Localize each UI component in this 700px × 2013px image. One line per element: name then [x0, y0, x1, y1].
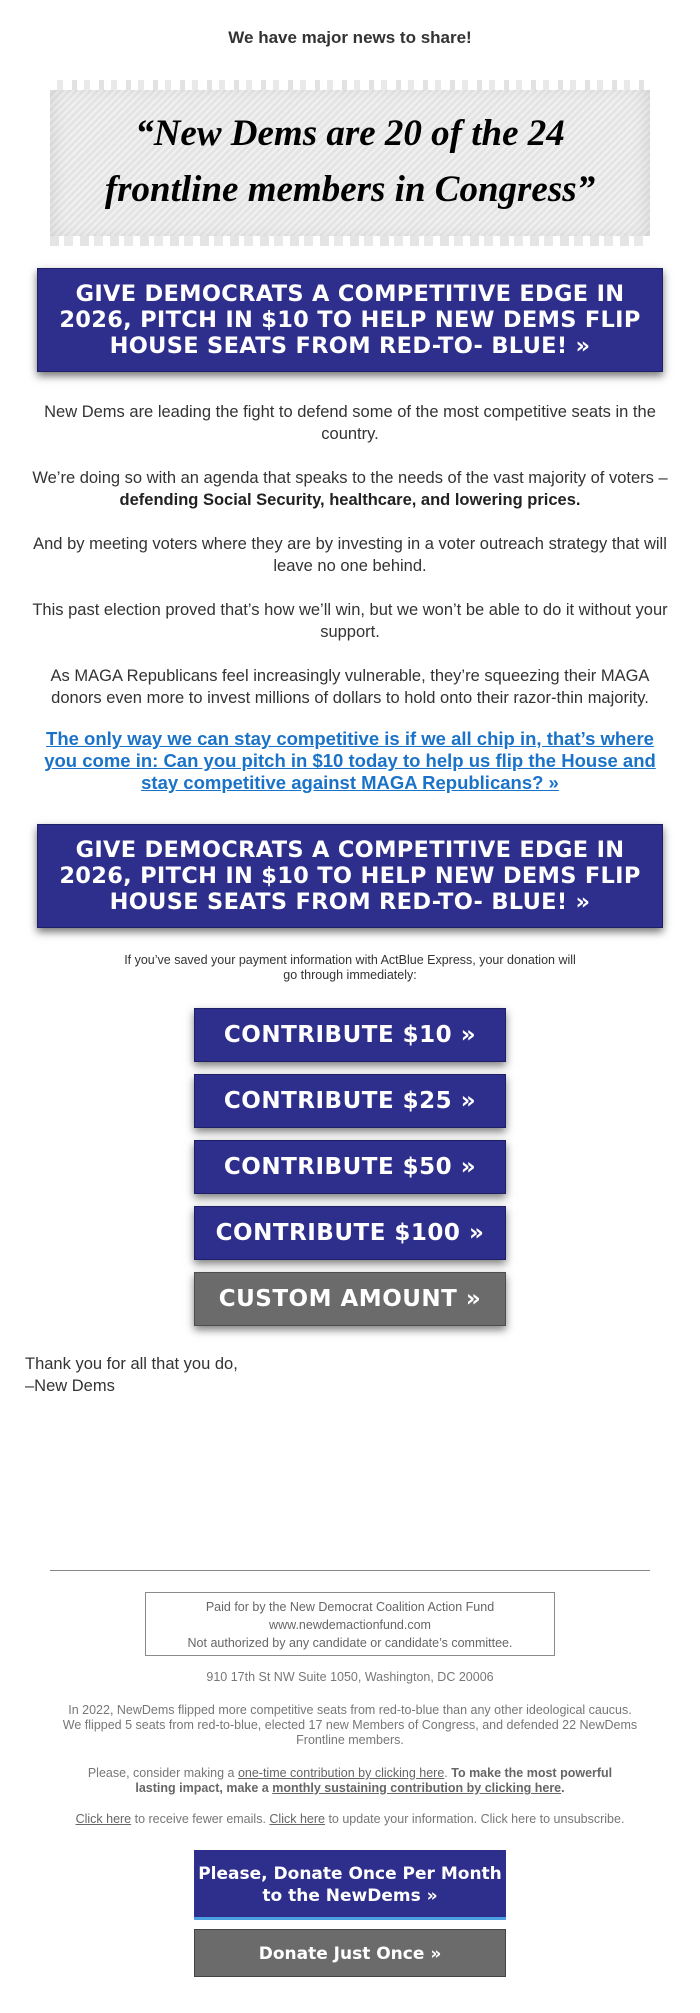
- sustain-text: To make the most powerful lasting impact, make a: [135, 1766, 613, 1795]
- body-paragraph-2-text: We’re doing so with an agenda that speaks to the needs of the vast majority of voters –: [32, 469, 668, 487]
- custom-amount-button[interactable]: CUSTOM AMOUNT »: [194, 1272, 506, 1326]
- paid-for-disclaimer: [145, 1592, 555, 1656]
- contribute-100-button[interactable]: CONTRIBUTE $100 »: [194, 1206, 506, 1260]
- donate-once-button[interactable]: Donate Just Once »: [194, 1929, 506, 1977]
- body-paragraph-5: As MAGA Republicans feel increasingly vulnerable, they’re squeezing their MAGA donors even more to invest millions of dollars to hold onto their razor-thin majority.: [50, 667, 650, 707]
- consider-mid: .: [444, 1766, 452, 1780]
- one-time-contribution-link[interactable]: one-time contribution by clicking here: [237, 1766, 445, 1780]
- update-info-text: to update your information. Click here to unsubscribe.: [324, 1812, 625, 1826]
- signoff: [25, 1353, 238, 1397]
- body-paragraph-2-bold: defending Social Security, healthcare, and lowering prices.: [119, 491, 581, 509]
- signoff-line: Thank you for all that you do,: [25, 1355, 238, 1373]
- torn-edge-top: [50, 80, 650, 90]
- contribute-10-button[interactable]: CONTRIBUTE $10 »: [194, 1008, 506, 1062]
- signoff-signature: –New Dems: [25, 1377, 115, 1395]
- contribute-50-button[interactable]: CONTRIBUTE $50 »: [194, 1140, 506, 1194]
- quote-line-2: frontline members in Congress”: [104, 169, 596, 210]
- footer-divider: [50, 1570, 650, 1571]
- contribute-25-button[interactable]: CONTRIBUTE $25 »: [194, 1074, 506, 1128]
- fewer-emails-text: to receive fewer emails.: [131, 1812, 270, 1826]
- history-text: In 2022, NewDems flipped more competitive seats from red-to-blue than any other ideological caucus. We flipped 5 seats from red-to-blue, elected 17 new Members of Congress, and defended 22 NewDems Frontline members.: [62, 1703, 638, 1747]
- fewer-emails-link[interactable]: Click here: [75, 1812, 132, 1826]
- quote-line-1: “New Dems are 20 of the 24: [135, 113, 565, 154]
- quote-text: [50, 106, 650, 218]
- paid-by-text: Paid for by the New Democrat Coalition Action Fund: [205, 1600, 495, 1614]
- body-paragraph-1: New Dems are leading the fight to defend some of the most competitive seats in the country.: [44, 403, 656, 443]
- mailing-address: 910 17th St NW Suite 1050, Washington, DC 20006: [206, 1670, 494, 1684]
- primary-donate-button-top[interactable]: GIVE DEMOCRATS A COMPETITIVE EDGE IN 2026, PITCH IN $10 TO HELP NEW DEMS FLIP HOUSE SEATS FROM RED-TO- BLUE! »: [37, 268, 663, 372]
- consider-prefix: Please, consider making a: [87, 1766, 238, 1780]
- pitch-in-link[interactable]: The only way we can stay competitive is if we all chip in, that’s where you come in: Can you pitch in $10 today to help us flip the House and stay competitive against MAGA Republicans? »: [44, 728, 656, 793]
- body-paragraph-3: And by meeting voters where they are by investing in a voter outreach strategy that will leave no one behind.: [33, 535, 667, 575]
- actblue-express-note: If you’ve saved your payment information with ActBlue Express, your donation will go through immediately:: [124, 953, 576, 982]
- monthly-sustaining-link[interactable]: monthly sustaining contribution by clicking here: [272, 1781, 562, 1795]
- body-paragraph-4: This past election proved that’s how we’ll win, but we won’t be able to do it without your support.: [32, 601, 668, 641]
- update-info-link[interactable]: Click here: [269, 1812, 325, 1826]
- donate-monthly-button[interactable]: Please, Donate Once Per Month to the NewDems »: [194, 1850, 506, 1920]
- intro-heading: We have major news to share!: [228, 28, 472, 47]
- not-authorized-text: Not authorized by any candidate or candidate’s committee.: [187, 1636, 513, 1650]
- body-paragraph-2: [25, 467, 675, 511]
- sustain-period: .: [561, 1781, 565, 1795]
- torn-edge-bottom: [50, 236, 650, 246]
- website-text: www.newdemactionfund.com: [269, 1618, 431, 1632]
- email-preferences-text: [60, 1812, 640, 1827]
- quote-banner: [50, 84, 650, 242]
- primary-donate-button-bottom[interactable]: GIVE DEMOCRATS A COMPETITIVE EDGE IN 2026, PITCH IN $10 TO HELP NEW DEMS FLIP HOUSE SEATS FROM RED-TO- BLUE! »: [37, 824, 663, 928]
- contribution-options-text: [70, 1766, 630, 1796]
